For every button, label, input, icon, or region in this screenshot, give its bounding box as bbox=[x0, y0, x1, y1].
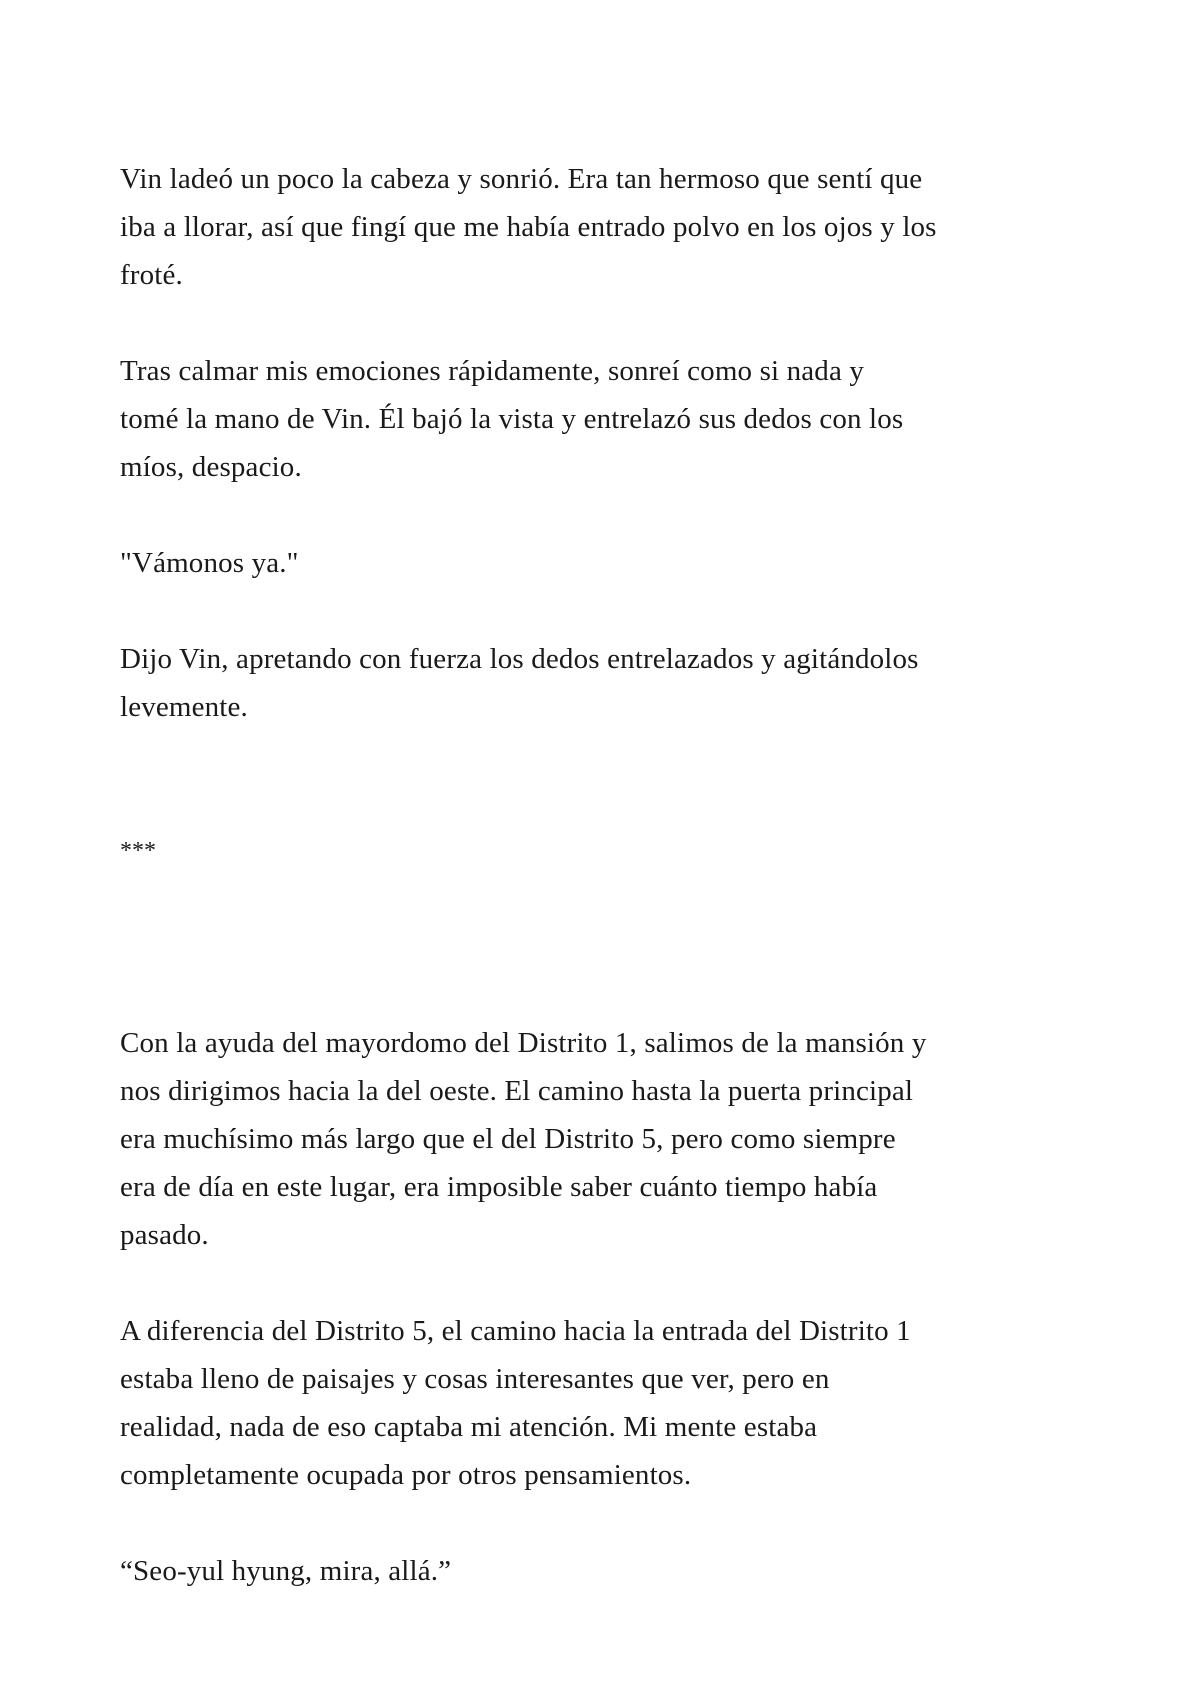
paragraph-vin-smiled bbox=[120, 155, 1090, 299]
document-body bbox=[120, 155, 1090, 1595]
text-line: froté. bbox=[120, 259, 183, 291]
paragraph-dialogue-look-there bbox=[120, 1547, 1090, 1595]
scene-break-separator: *** bbox=[120, 838, 156, 864]
paragraph-vin-said bbox=[120, 635, 1090, 731]
section-spacer bbox=[120, 875, 1090, 1019]
paragraph-took-hand bbox=[120, 347, 1090, 491]
paragraph-spacer bbox=[120, 491, 1090, 539]
text-line: tomé la mano de Vin. Él bajó la vista y entrelazó sus dedos con los bbox=[120, 403, 904, 435]
paragraph-spacer bbox=[120, 1499, 1090, 1547]
paragraph-spacer bbox=[120, 1259, 1090, 1307]
text-line: completamente ocupada por otros pensamientos. bbox=[120, 1459, 692, 1491]
text-line: Con la ayuda del mayordomo del Distrito 1, salimos de la mansión y bbox=[120, 1027, 927, 1059]
paragraph-dialogue-lets-go bbox=[120, 539, 1090, 587]
text-line: iba a llorar, así que fingí que me había entrado polvo en los ojos y los bbox=[120, 211, 937, 243]
text-line: era muchísimo más largo que el del Distrito 5, pero como siempre bbox=[120, 1123, 896, 1155]
paragraph-butler-help bbox=[120, 1019, 1090, 1259]
text-line: Vin ladeó un poco la cabeza y sonrió. Era tan hermoso que sentí que bbox=[120, 163, 923, 195]
text-line: nos dirigimos hacia la del oeste. El camino hasta la puerta principal bbox=[120, 1075, 914, 1107]
text-line: realidad, nada de eso captaba mi atención. Mi mente estaba bbox=[120, 1411, 818, 1443]
text-line: míos, despacio. bbox=[120, 451, 302, 483]
text-line: A diferencia del Distrito 5, el camino hacia la entrada del Distrito 1 bbox=[120, 1315, 911, 1347]
paragraph-spacer bbox=[120, 299, 1090, 347]
paragraph-spacer bbox=[120, 587, 1090, 635]
text-line: era de día en este lugar, era imposible saber cuánto tiempo había bbox=[120, 1171, 878, 1203]
text-line: “Seo-yul hyung, mira, allá.” bbox=[120, 1555, 452, 1587]
section-spacer bbox=[120, 731, 1090, 827]
paragraph-path-difference bbox=[120, 1307, 1090, 1499]
text-line: "Vámonos ya." bbox=[120, 547, 299, 579]
text-line: estaba lleno de paisajes y cosas interesantes que ver, pero en bbox=[120, 1363, 830, 1395]
text-line: Dijo Vin, apretando con fuerza los dedos entrelazados y agitándolos bbox=[120, 643, 919, 675]
text-line: levemente. bbox=[120, 691, 248, 723]
text-line: Tras calmar mis emociones rápidamente, sonreí como si nada y bbox=[120, 355, 865, 387]
text-line: pasado. bbox=[120, 1219, 209, 1251]
